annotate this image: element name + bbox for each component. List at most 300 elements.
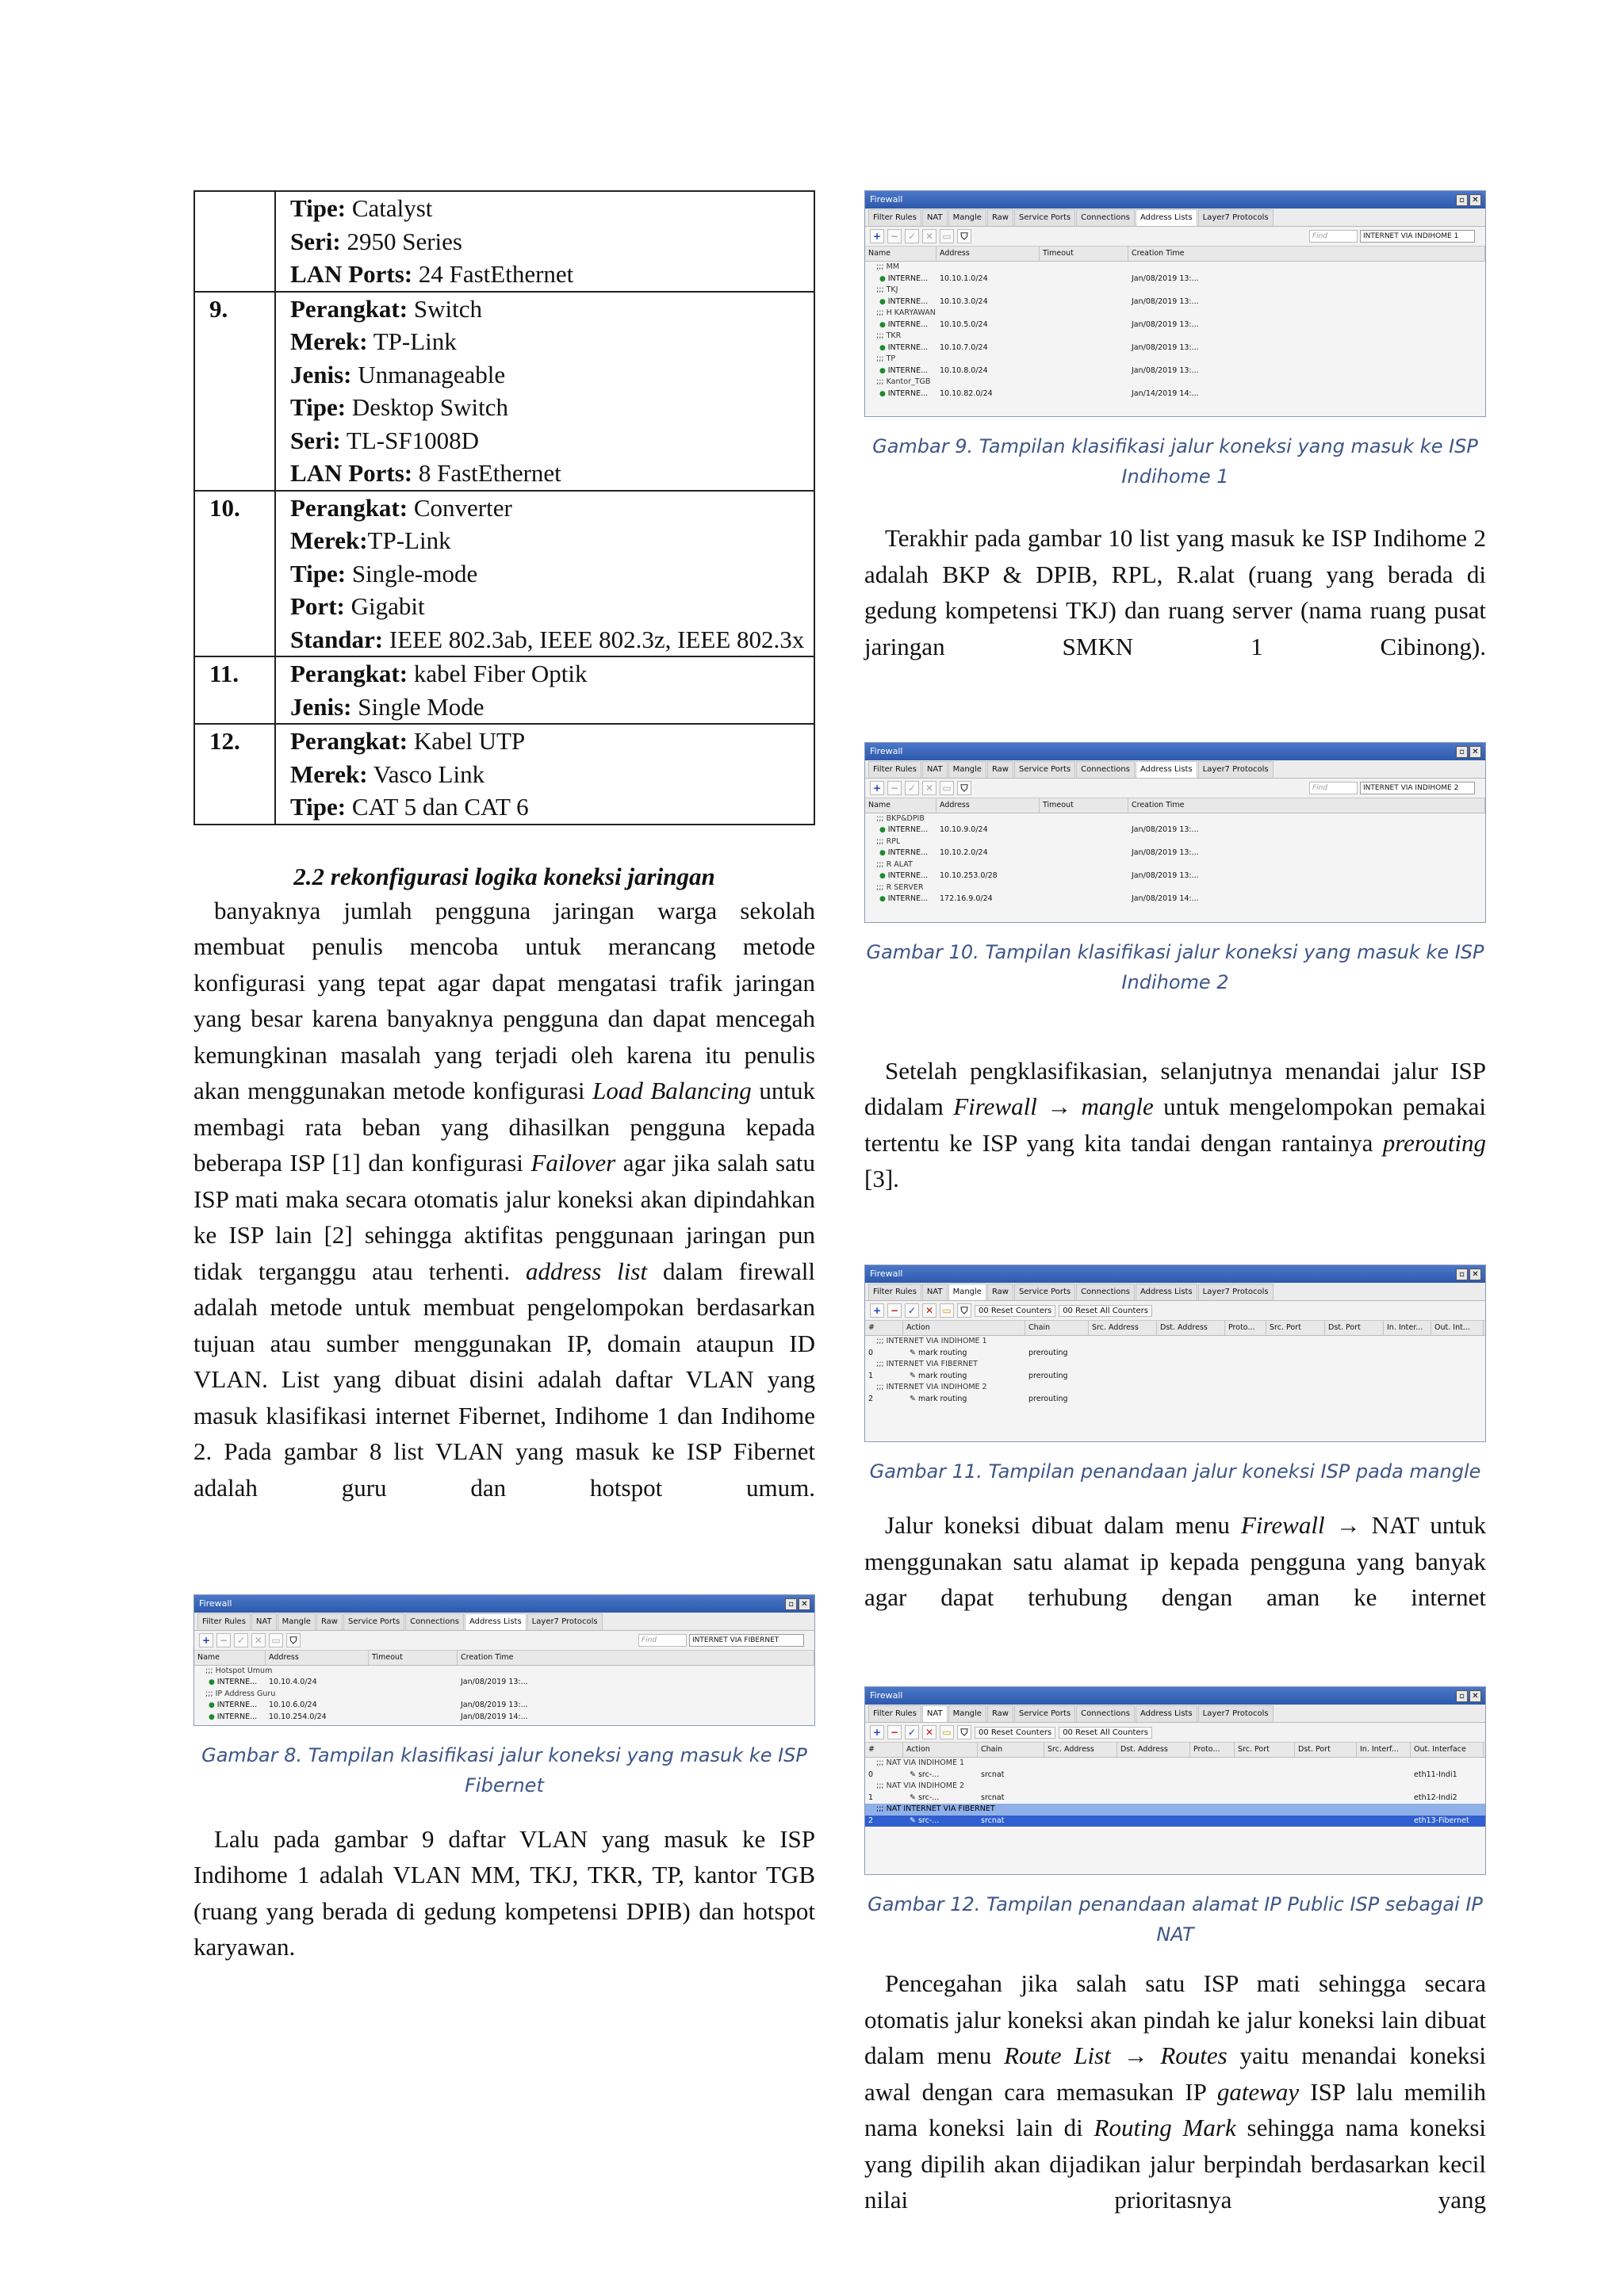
- tab: Raw: [987, 209, 1013, 226]
- rule-number: 0: [868, 1770, 874, 1779]
- list-item: [865, 331, 1485, 342]
- list-select: INTERNET VIA FIBERNET: [689, 1634, 804, 1647]
- list-item: [194, 1700, 814, 1712]
- tab-bar: [865, 1705, 1485, 1723]
- rule-cell: [1190, 1770, 1235, 1781]
- list-item: [865, 262, 1485, 274]
- rule-cell: [1357, 1793, 1411, 1804]
- find-input: Find: [638, 1634, 687, 1647]
- tab: Service Ports: [1014, 761, 1075, 778]
- caption-figure-11: Gambar 11. Tampilan penandaan jalur koneksi ISP pada mangle: [869, 1460, 1481, 1483]
- tab: Raw: [987, 1284, 1013, 1300]
- rule-row: [865, 1758, 1485, 1770]
- tab: Address Lists: [1136, 761, 1197, 778]
- spec-line: [290, 424, 814, 457]
- spec-line: [290, 457, 814, 490]
- entry-address: 10.10.82.0/24: [940, 388, 993, 398]
- comment-text: ;;; BKP&DPIB: [876, 813, 925, 823]
- find-input: Find: [1309, 782, 1358, 794]
- list-select: INTERNET VIA INDIHOME 2: [1360, 782, 1475, 794]
- rule-row: [865, 1781, 1485, 1793]
- row-number: 12.: [194, 724, 275, 825]
- spec-key: Merek:: [290, 526, 368, 554]
- status-dot-icon: ●: [209, 1701, 217, 1709]
- entry-name: ● INTERNE...: [865, 871, 936, 882]
- left-column: [193, 190, 815, 1965]
- section-title: 2.2 rekonfigurasi logika koneksi jaringan: [293, 862, 715, 890]
- rule-chain: srcnat: [981, 1770, 1005, 1779]
- entry-name: ● INTERNE...: [865, 894, 936, 905]
- column-header: Timeout: [369, 1651, 458, 1665]
- figure-8-winbox: [193, 1594, 815, 1726]
- column-header: Dst. Port: [1325, 1321, 1384, 1335]
- column-header: In. Interf...: [1357, 1743, 1411, 1757]
- rule-cell: [1225, 1371, 1266, 1383]
- rule-row: [865, 1804, 1485, 1816]
- entry-timeout: [369, 1712, 458, 1724]
- rule-cell: [1266, 1348, 1325, 1360]
- column-header: Src. Port: [1266, 1321, 1325, 1335]
- comment-text: ;;; NAT VIA INDIHOME 1: [876, 1758, 965, 1767]
- action-icon: ✎: [910, 1793, 918, 1802]
- tab: Raw: [987, 761, 1013, 778]
- rule-chain: prerouting: [1028, 1371, 1068, 1380]
- comment-text: ;;; NAT INTERNET VIA FIBERNET: [876, 1804, 995, 1813]
- enable-icon: ✓: [234, 1633, 248, 1647]
- rule-cell: [1089, 1394, 1157, 1406]
- spec-line: [290, 657, 814, 691]
- row-content: [275, 491, 814, 657]
- window-title-bar: Firewall ▫ ✕: [194, 1595, 814, 1613]
- filter-icon: ⛉: [957, 229, 971, 243]
- reset-counters-button: 00 Reset Counters: [975, 1305, 1055, 1317]
- tab: NAT: [251, 1613, 277, 1630]
- window-title-bar: Firewall ▫ ✕: [865, 1687, 1485, 1705]
- spec-value: Gigabit: [344, 592, 425, 620]
- entry-creation-time: Jan/08/2019 13:...: [1132, 365, 1199, 375]
- rule-cell: [1266, 1371, 1325, 1383]
- rule-cell: [1357, 1816, 1411, 1827]
- column-header: Chain: [978, 1743, 1044, 1757]
- disable-icon: ✕: [251, 1633, 266, 1647]
- entry-name: ● INTERNE...: [865, 388, 936, 400]
- entry-creation-time: Jan/08/2019 14:...: [461, 1712, 528, 1721]
- caption-figure-8: Gambar 8. Tampilan klasifikasi jalur koneksi yang masuk ke ISP Fibernet: [201, 1743, 807, 1797]
- right-paragraph-2: Setelah pengklasifikasian, selanjutnya menandai jalur ISP didalam Firewall → mangle untuk mengelompokan pemakai tertentu ke ISP yang kita tandai dengan rantainya prerouting [3].: [864, 1056, 1487, 1192]
- row-content: [275, 191, 814, 292]
- toolbar: [865, 1301, 1485, 1321]
- column-header: Creation Time: [1128, 247, 1485, 261]
- entry-timeout: [1040, 848, 1128, 859]
- remove-icon: −: [887, 781, 902, 795]
- italic-term: Load Balancing: [592, 1077, 752, 1104]
- column-header: Dst. Address: [1117, 1743, 1190, 1757]
- status-dot-icon: ●: [209, 1712, 217, 1721]
- disable-icon: ✕: [922, 1303, 936, 1318]
- rule-cell: [1157, 1394, 1225, 1406]
- tab: Mangle: [278, 1613, 316, 1630]
- rule-action: ✎ mark routing: [903, 1348, 1025, 1360]
- rule-cell: [1384, 1394, 1431, 1406]
- comment-icon: ▭: [940, 1725, 954, 1739]
- grid-header: [865, 1743, 1485, 1758]
- table-row: [194, 491, 814, 657]
- entry-creation-time: Jan/08/2019 13:...: [1132, 871, 1199, 880]
- italic-term: mangle: [1081, 1093, 1154, 1120]
- comment-text: ;;; TKJ: [876, 285, 898, 294]
- entry-name: ● INTERNE...: [194, 1677, 266, 1689]
- comment-text: ;;; TKR: [876, 331, 902, 340]
- spec-line: [290, 492, 814, 525]
- status-dot-icon: ●: [879, 895, 888, 903]
- table-row: [194, 656, 814, 724]
- rule-action: ✎ mark routing: [903, 1394, 1025, 1406]
- tab: Service Ports: [1014, 209, 1075, 226]
- comment-text: ;;; MM: [876, 262, 900, 271]
- rule-cell: [1117, 1770, 1190, 1781]
- entry-name: ● INTERNE...: [194, 1712, 266, 1724]
- disable-icon: ✕: [922, 1725, 936, 1739]
- table-row: [194, 191, 814, 292]
- row-content: [275, 724, 814, 825]
- entry-creation-time: Jan/08/2019 13:...: [1132, 320, 1199, 329]
- entry-address: 10.10.6.0/24: [269, 1701, 317, 1709]
- spec-value: Unmanageable: [351, 360, 506, 388]
- rule-cell: [1117, 1793, 1190, 1804]
- add-icon: +: [870, 781, 884, 795]
- tab: Address Lists: [1136, 1284, 1197, 1300]
- remove-icon: −: [887, 229, 902, 243]
- find-input: Find: [1309, 230, 1358, 243]
- rule-chain: srcnat: [981, 1793, 1005, 1802]
- italic-term: gateway: [1216, 2077, 1300, 2106]
- right-paragraph-3: Jalur koneksi dibuat dalam menu Firewall → NAT untuk menggunakan satu alamat ip kepada pengguna yang banyak agar dapat terhubung dengan aman ke internet: [864, 1511, 1486, 1611]
- entry-address: 10.10.7.0/24: [940, 342, 988, 352]
- figure-12-winbox: [864, 1686, 1486, 1875]
- spec-line: [290, 225, 814, 258]
- rule-cell: [1225, 1348, 1266, 1360]
- spec-key: LAN Ports:: [290, 459, 413, 487]
- tab: Service Ports: [343, 1613, 404, 1630]
- entry-creation-time: Jan/14/2019 14:...: [1132, 388, 1199, 398]
- spec-value: Kabel UTP: [408, 727, 526, 755]
- comment-text: ;;; Hotspot Umum: [205, 1666, 273, 1675]
- spec-value: kabel Fiber Optik: [408, 660, 588, 687]
- table-row: [194, 724, 814, 825]
- spec-line: [290, 790, 814, 824]
- close-icon: ✕: [799, 1598, 810, 1610]
- tab: Layer7 Protocols: [527, 1613, 603, 1630]
- rule-row: [865, 1793, 1485, 1804]
- tab: Connections: [405, 1613, 464, 1630]
- rule-cell: [1190, 1793, 1235, 1804]
- caption-figure-9: Gambar 9. Tampilan klasifikasi jalur koneksi yang masuk ke ISP Indihome 1: [872, 435, 1478, 488]
- rule-number: 1: [868, 1371, 874, 1380]
- list-item: [194, 1712, 814, 1724]
- list-item: [865, 388, 1485, 400]
- status-dot-icon: ●: [879, 274, 888, 283]
- column-header: Dst. Port: [1295, 1743, 1357, 1757]
- tab: Raw: [316, 1613, 343, 1630]
- status-dot-icon: ●: [879, 826, 888, 834]
- italic-term: Firewall: [953, 1093, 1037, 1120]
- comment-text: ;;; IP Address Guru: [205, 1689, 276, 1698]
- tab: Mangle: [948, 1284, 986, 1300]
- list-item: [865, 894, 1485, 905]
- row-content: [275, 292, 814, 491]
- entry-address: 10.10.2.0/24: [940, 848, 988, 857]
- tab: Mangle: [948, 761, 986, 778]
- spec-key: Port:: [290, 592, 345, 620]
- list-item: [865, 836, 1485, 848]
- column-header: Address: [266, 1651, 369, 1665]
- column-header: Creation Time: [1128, 798, 1485, 813]
- entry-name: ● INTERNE...: [865, 274, 936, 285]
- list-item: [865, 848, 1485, 859]
- comment-text: ;;; TP: [876, 354, 896, 363]
- rule-cell: [1225, 1394, 1266, 1406]
- close-icon: ✕: [1469, 1269, 1481, 1280]
- rule-action: ✎ src-...: [903, 1816, 978, 1827]
- restore-icon: ▫: [1456, 1690, 1468, 1702]
- column-header: Address: [936, 798, 1040, 813]
- restore-icon: ▫: [1456, 746, 1468, 758]
- spec-line: [290, 623, 814, 656]
- action-icon: ✎: [910, 1348, 918, 1357]
- column-header: Name: [865, 247, 936, 261]
- column-header: Dst. Address: [1157, 1321, 1225, 1335]
- comment-icon: ▭: [269, 1633, 283, 1647]
- caption-figure-12: Gambar 12. Tampilan penandaan alamat IP Public ISP sebagai IP NAT: [868, 1893, 1483, 1946]
- spec-value: Switch: [408, 294, 482, 323]
- entry-address: 10.10.9.0/24: [940, 825, 988, 834]
- spec-key: Merek:: [290, 327, 368, 355]
- figure-9-winbox: [864, 190, 1486, 417]
- rule-cell: [1325, 1394, 1384, 1406]
- column-header: Src. Address: [1044, 1743, 1117, 1757]
- spec-line: [290, 325, 814, 358]
- rule-cell: [1089, 1348, 1157, 1360]
- comment-text: ;;; INTERNET VIA INDIHOME 1: [876, 1337, 987, 1345]
- comment-text: ;;; R SERVER: [876, 882, 924, 892]
- spec-value: Converter: [408, 493, 512, 522]
- rule-row: [865, 1336, 1485, 1348]
- list-item: [865, 297, 1485, 308]
- rule-cell: [1357, 1770, 1411, 1781]
- rule-chain: srcnat: [981, 1816, 1005, 1825]
- entry-creation-time: Jan/08/2019 13:...: [461, 1678, 528, 1686]
- reset-all-counters-button: 00 Reset All Counters: [1059, 1727, 1152, 1739]
- action-icon: ✎: [910, 1816, 918, 1825]
- close-icon: ✕: [1469, 746, 1481, 758]
- restore-icon: ▫: [1456, 194, 1468, 206]
- column-header: Chain: [1025, 1321, 1089, 1335]
- tab: Filter Rules: [868, 761, 921, 778]
- tab: Connections: [1076, 1284, 1135, 1300]
- rule-cell: [1295, 1793, 1357, 1804]
- enable-icon: ✓: [905, 1725, 919, 1739]
- entry-timeout: [369, 1700, 458, 1712]
- list-item: [865, 320, 1485, 331]
- tab: NAT: [922, 1284, 948, 1300]
- column-header: Timeout: [1040, 798, 1128, 813]
- rule-cell: [1157, 1371, 1225, 1383]
- spec-key: Tipe:: [290, 559, 347, 587]
- spec-value: 8 FastEthernet: [412, 459, 561, 487]
- rule-cell: [1384, 1371, 1431, 1383]
- tab: Filter Rules: [868, 209, 921, 226]
- spec-line: [290, 192, 814, 225]
- comment-icon: ▭: [940, 229, 954, 243]
- filter-icon: ⛉: [957, 1725, 971, 1739]
- list-select: INTERNET VIA INDIHOME 1: [1360, 230, 1475, 243]
- status-dot-icon: ●: [879, 320, 888, 329]
- comment-text: ;;; R ALAT: [876, 859, 913, 869]
- entry-timeout: [1040, 297, 1128, 308]
- column-header: #: [865, 1321, 903, 1335]
- spec-line: [290, 258, 814, 291]
- tab: Address Lists: [1136, 209, 1197, 226]
- rule-row: [865, 1348, 1485, 1360]
- remove-icon: −: [887, 1725, 902, 1739]
- spec-line: [290, 358, 814, 392]
- spec-value: CAT 5 dan CAT 6: [346, 793, 529, 821]
- column-header: Name: [194, 1651, 266, 1665]
- figure-10-winbox: [864, 742, 1486, 923]
- rule-cell: [1235, 1816, 1295, 1827]
- list-item: [865, 882, 1485, 894]
- column-header: Action: [903, 1743, 978, 1757]
- entry-name: ● INTERNE...: [865, 365, 936, 377]
- rule-cell: [1044, 1816, 1117, 1827]
- italic-term: Routes: [1160, 2042, 1228, 2069]
- spec-key: Perangkat:: [290, 493, 408, 522]
- entry-name: ● INTERNE...: [865, 848, 936, 859]
- action-icon: ✎: [910, 1770, 918, 1779]
- column-header: Proto...: [1190, 1743, 1235, 1757]
- enable-icon: ✓: [905, 1303, 919, 1318]
- comment-text: ;;; H KARYAWAN: [876, 308, 936, 317]
- list-item: [865, 871, 1485, 882]
- tab: Layer7 Protocols: [1198, 1284, 1274, 1300]
- enable-icon: ✓: [905, 229, 919, 243]
- filter-icon: ⛉: [957, 1303, 971, 1318]
- tab: NAT: [922, 1705, 948, 1722]
- tab: Raw: [987, 1705, 1013, 1722]
- entry-address: 10.10.1.0/24: [940, 274, 988, 283]
- left-paragraph-1: banyaknya jumlah pengguna jaringan warga sekolah membuat penulis mencoba untuk merancang metode konfigurasi yang tepat agar dapat mengatasi trafik jaringan yang besar karena banyaknya pengguna dan dapat mencegah kemungkinan masalah yang terjadi oleh karena itu penulis akan menggunakan metode konfigurasi Load Balancing untuk membagi rata beban yang dihasilkan pengguna kepada beberapa ISP [1] dan konfigurasi Failover agar jika salah satu ISP mati maka secara otomatis jalur koneksi akan dipindahkan ke ISP lain [2] sehingga aktifitas penggunaan jaringan pun tidak terganggu atau terhenti. address list dalam firewall adalah metode untuk membuat pengelompokan berdasarkan tujuan atau sumber menggunakan IP, domain ataupun ID VLAN. List yang dibuat disini adalah daftar VLAN yang masuk klasifikasi internet Fibernet, Indihome 1 dan Indihome 2. Pada gambar 8 list VLAN yang masuk ke ISP Fibernet adalah guru dan hotspot umum.: [193, 896, 816, 1502]
- window-title-bar: Firewall ▫ ✕: [865, 1265, 1485, 1283]
- status-dot-icon: ●: [879, 872, 888, 880]
- entry-timeout: [1040, 825, 1128, 836]
- rule-cell: [1325, 1371, 1384, 1383]
- entry-name: ● INTERNE...: [194, 1700, 266, 1712]
- italic-term: Failover: [530, 1149, 616, 1177]
- entry-timeout: [1040, 365, 1128, 377]
- comment-text: ;;; INTERNET VIA INDIHOME 2: [876, 1383, 987, 1391]
- spec-key: Jenis:: [290, 692, 352, 721]
- close-icon: ✕: [1469, 194, 1481, 206]
- spec-key: LAN Ports:: [290, 260, 413, 288]
- entry-address: 172.16.9.0/24: [940, 894, 993, 903]
- rule-cell: [1295, 1770, 1357, 1781]
- window-title-bar: Firewall ▫ ✕: [865, 191, 1485, 209]
- entry-creation-time: Jan/08/2019 13:...: [1132, 297, 1199, 306]
- close-icon: ✕: [1469, 1690, 1481, 1702]
- rule-row: [865, 1359, 1485, 1371]
- italic-term: address list: [526, 1257, 648, 1285]
- entry-name: ● INTERNE...: [865, 342, 936, 354]
- rule-out-interface: eth12-Indi2: [1414, 1793, 1457, 1802]
- entry-address: 10.10.4.0/24: [269, 1678, 317, 1686]
- comment-text: ;;; INTERNET VIA FIBERNET: [876, 1360, 978, 1368]
- column-header: Creation Time: [458, 1651, 814, 1665]
- tab-bar: [865, 1283, 1485, 1301]
- tab: Layer7 Protocols: [1198, 209, 1274, 226]
- rule-row: [865, 1770, 1485, 1781]
- status-dot-icon: ●: [879, 389, 888, 398]
- rule-cell: [1266, 1394, 1325, 1406]
- spec-line: [290, 691, 814, 724]
- tab: Filter Rules: [868, 1705, 921, 1722]
- spec-key: Merek:: [290, 760, 368, 788]
- entry-creation-time: Jan/08/2019 13:...: [1132, 274, 1199, 283]
- entry-timeout: [1040, 320, 1128, 331]
- column-header: Src. Port: [1235, 1743, 1295, 1757]
- rule-number: 0: [868, 1348, 874, 1357]
- column-header: Timeout: [1040, 247, 1128, 261]
- list-item: [865, 813, 1485, 825]
- spec-value: Single Mode: [351, 692, 485, 721]
- spec-key: Perangkat:: [290, 727, 408, 755]
- entry-timeout: [1040, 342, 1128, 354]
- status-dot-icon: ●: [879, 343, 888, 352]
- caption-figure-10: Gambar 10. Tampilan klasifikasi jalur koneksi yang masuk ke ISP Indihome 2: [866, 940, 1484, 993]
- comment-text: ;;; Kantor_TGB: [876, 377, 931, 386]
- rule-cell: [1295, 1816, 1357, 1827]
- tab: Service Ports: [1014, 1705, 1075, 1722]
- rule-row: [865, 1371, 1485, 1383]
- row-number: 10.: [194, 491, 275, 657]
- spec-key: Jenis:: [290, 360, 352, 388]
- tab: Connections: [1076, 209, 1135, 226]
- column-header: In. Inter...: [1384, 1321, 1431, 1335]
- figure-11-winbox: [864, 1265, 1486, 1442]
- toolbar: [865, 779, 1485, 798]
- spec-value: TP-Link: [367, 327, 457, 355]
- status-dot-icon: ●: [209, 1678, 217, 1686]
- spec-value: Desktop Switch: [346, 393, 508, 421]
- spec-key: Tipe:: [290, 194, 347, 222]
- spec-line: [290, 758, 814, 791]
- column-header: #: [865, 1743, 903, 1757]
- rule-cell: [1117, 1816, 1190, 1827]
- entry-address: 10.10.253.0/28: [940, 871, 998, 880]
- spec-value: 2950 Series: [340, 227, 462, 255]
- tab: Address Lists: [465, 1613, 527, 1630]
- rule-out-interface: [1431, 1348, 1484, 1360]
- rule-chain: prerouting: [1028, 1394, 1068, 1403]
- remove-icon: −: [887, 1303, 902, 1318]
- grid-header: [865, 1321, 1485, 1336]
- toolbar: [865, 227, 1485, 247]
- tab: Filter Rules: [868, 1284, 921, 1300]
- italic-term: Route List: [1004, 2042, 1111, 2069]
- action-icon: ✎: [910, 1371, 918, 1380]
- status-dot-icon: ●: [879, 366, 888, 375]
- entry-address: 10.10.254.0/24: [269, 1712, 327, 1721]
- rule-row: [865, 1382, 1485, 1394]
